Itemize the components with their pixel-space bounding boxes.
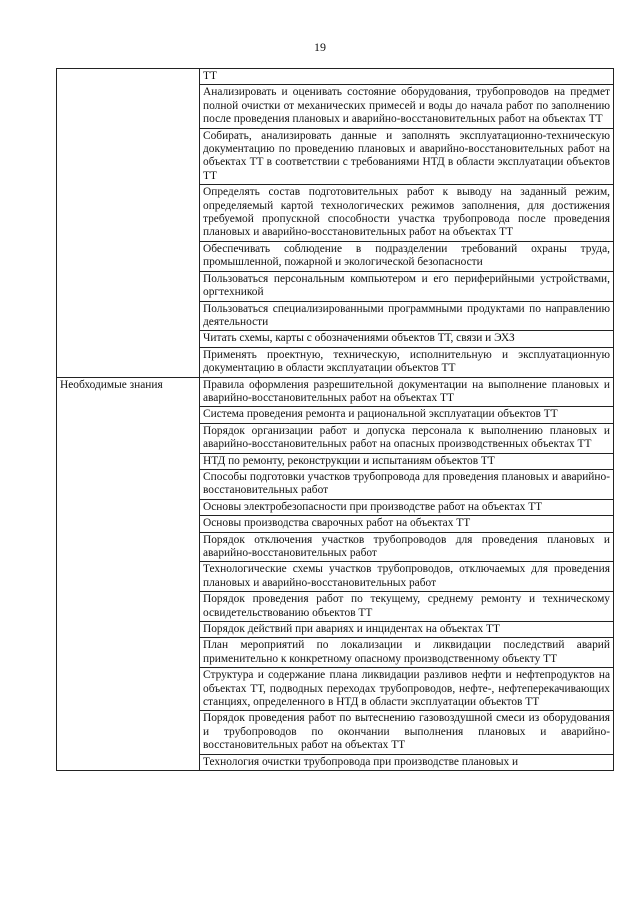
requirement-item: Технология очистки трубопровода при производстве плановых и xyxy=(200,754,614,770)
requirement-item: Читать схемы, карты с обозначениями объектов ТТ, связи и ЭХЗ xyxy=(200,331,614,347)
requirement-item: НТД по ремонту, реконструкции и испытаниям объектов ТТ xyxy=(200,453,614,469)
requirement-item: Порядок действий при авариях и инцидентах на объектах ТТ xyxy=(200,622,614,638)
requirement-item: Правила оформления разрешительной документации на выполнение плановых и аварийно-восстановительных работ на объектах ТТ xyxy=(200,377,614,407)
requirement-item: Структура и содержание плана ликвидации разливов нефти и нефтепродуктов на объектах ТТ, подводных переходах трубопроводов, нефте-, нефтеперекачивающих станциях, определенного в НТД в области эксплуатации объектов ТТ xyxy=(200,668,614,711)
requirement-item: Собирать, анализировать данные и заполнять эксплуатационно-техническую документацию по проведению плановых и аварийно-восстановительных работ на объектах ТТ в соответствии с требованиями НТД в области эксплуатации объектов ТТ xyxy=(200,128,614,185)
section-label xyxy=(57,69,200,378)
requirement-item: Технологические схемы участков трубопроводов, отключаемых для проведения плановых и аварийно-восстановительных работ xyxy=(200,562,614,592)
requirement-item: Порядок организации работ и допуска персонала к выполнению плановых и аварийно-восстановительных работ на опасных производственных объектах ТТ xyxy=(200,423,614,453)
requirement-item: Основы производства сварочных работ на объектах ТТ xyxy=(200,516,614,532)
requirement-item: Обеспечивать соблюдение в подразделении требований охраны труда, промышленной, пожарной и экологической безопасности xyxy=(200,241,614,271)
requirement-item: План мероприятий по локализации и ликвидации последствий аварий применительно к конкретному опасному производственному объекту ТТ xyxy=(200,638,614,668)
page-number: 19 xyxy=(314,40,326,54)
table-row xyxy=(57,69,614,85)
requirement-item: Пользоваться специализированными программными продуктами по направлению деятельности xyxy=(200,301,614,331)
requirement-item: Определять состав подготовительных работ к выводу на заданный режим, определяемый картой технологических режимов заполнения, для достижения требуемой пропускной способности участка трубопровода после проведения плановых и аварийно-восстановительных работ на объектах ТТ xyxy=(200,185,614,242)
requirement-item: Применять проектную, техническую, исполнительную и эксплуатационную документацию в области эксплуатации объектов ТТ xyxy=(200,347,614,377)
requirement-item: Система проведения ремонта и рациональной эксплуатации объектов ТТ xyxy=(200,407,614,423)
requirement-item: Основы электробезопасности при производстве работ на объектах ТТ xyxy=(200,499,614,515)
section-label: Необходимые знания xyxy=(57,377,200,771)
requirement-item: Способы подготовки участков трубопровода для проведения плановых и аварийно-восстановительных работ xyxy=(200,469,614,499)
requirement-item: Порядок проведения работ по текущему, среднему ремонту и техническому освидетельствованию объектов ТТ xyxy=(200,592,614,622)
requirements-table xyxy=(56,68,614,771)
requirement-item: Пользоваться персональным компьютером и его периферийными устройствами, оргтехникой xyxy=(200,271,614,301)
requirement-item: ТТ xyxy=(200,69,614,85)
table-row xyxy=(57,377,614,407)
requirement-item: Анализировать и оценивать состояние оборудования, трубопроводов на предмет полной очистки от механических примесей и воды до начала работ по заполнению после проведения плановых и аварийно-восстановительных работ на объектах ТТ xyxy=(200,85,614,128)
requirement-item: Порядок проведения работ по вытеснению газовоздушной смеси из оборудования и трубопроводов по окончании выполнения плановых и аварийно-восстановительных работ на объектах ТТ xyxy=(200,711,614,754)
requirement-item: Порядок отключения участков трубопроводов для проведения плановых и аварийно-восстановительных работ xyxy=(200,532,614,562)
